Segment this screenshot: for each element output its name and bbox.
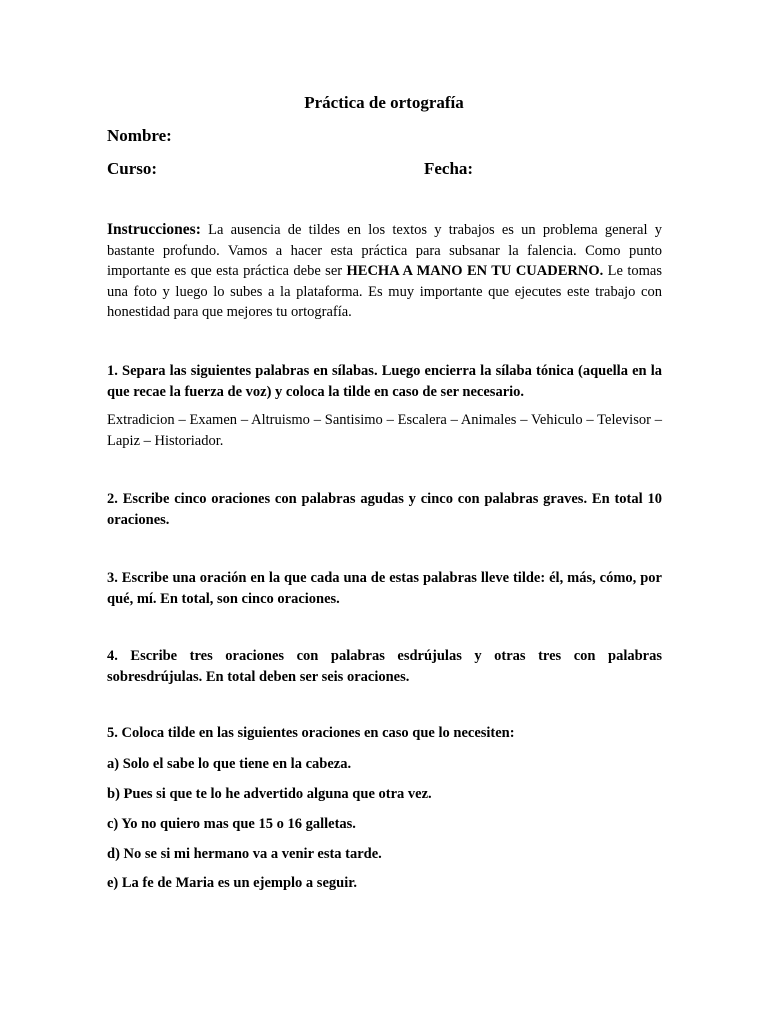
page-title: Práctica de ortografía xyxy=(304,93,464,112)
sentence-b: b) Pues si que te lo he advertido alguna que otra vez. xyxy=(107,786,432,802)
fecha-label: Fecha: xyxy=(424,159,474,178)
sentence-a: a) Solo el sabe lo que tiene en la cabeza. xyxy=(107,756,352,772)
instructions-emphasis: HECHA A MANO EN TU CUADERNO. xyxy=(346,263,604,279)
sentence-d: d) No se si mi hermano va a venir esta tarde. xyxy=(107,846,382,862)
instructions-text-part2: Le tomas una foto y luego lo subes a la plataforma. Es muy importante que ejecutes este trabajo con honestidad para que mejores tu ortografía. xyxy=(107,263,663,320)
sentence-c: c) Yo no quiero mas que 15 o 16 galletas. xyxy=(107,816,356,832)
instructions-paragraph xyxy=(107,220,662,323)
curso-label: Curso: xyxy=(107,159,158,178)
sentence-e: e) La fe de Maria es un ejemplo a seguir. xyxy=(107,875,357,891)
instructions-label: Instrucciones: xyxy=(107,221,201,238)
question-4: 4. Escribe tres oraciones con palabras esdrújulas y otras tres con palabras sobresdrújulas. En total deben ser seis oraciones. xyxy=(107,648,662,685)
question-2: 2. Escribe cinco oraciones con palabras agudas y cinco con palabras graves. En total 10 oraciones. xyxy=(107,491,662,528)
question-1-word-list: Extradicion – Examen – Altruismo – Santisimo – Escalera – Animales – Vehiculo – Televisor – Lapiz – Historiador. xyxy=(107,412,662,449)
instructions-text-part1: La ausencia de tildes en los textos y trabajos es un problema general y bastante profundo. Vamos a hacer esta práctica para subsanar la falencia. Como punto importante es que esta práctica debe ser xyxy=(107,222,662,279)
nombre-label: Nombre: xyxy=(107,126,172,145)
question-3: 3. Escribe una oración en la que cada una de estas palabras lleve tilde: él, más, cómo, por qué, mí. En total, son cinco oraciones. xyxy=(107,570,662,607)
question-5: 5. Coloca tilde en las siguientes oraciones en caso que lo necesiten: xyxy=(107,725,515,741)
question-1: 1. Separa las siguientes palabras en sílabas. Luego encierra la sílaba tónica (aquella en la que recae la fuerza de voz) y coloca la tilde en caso de ser necesario. xyxy=(107,363,662,400)
